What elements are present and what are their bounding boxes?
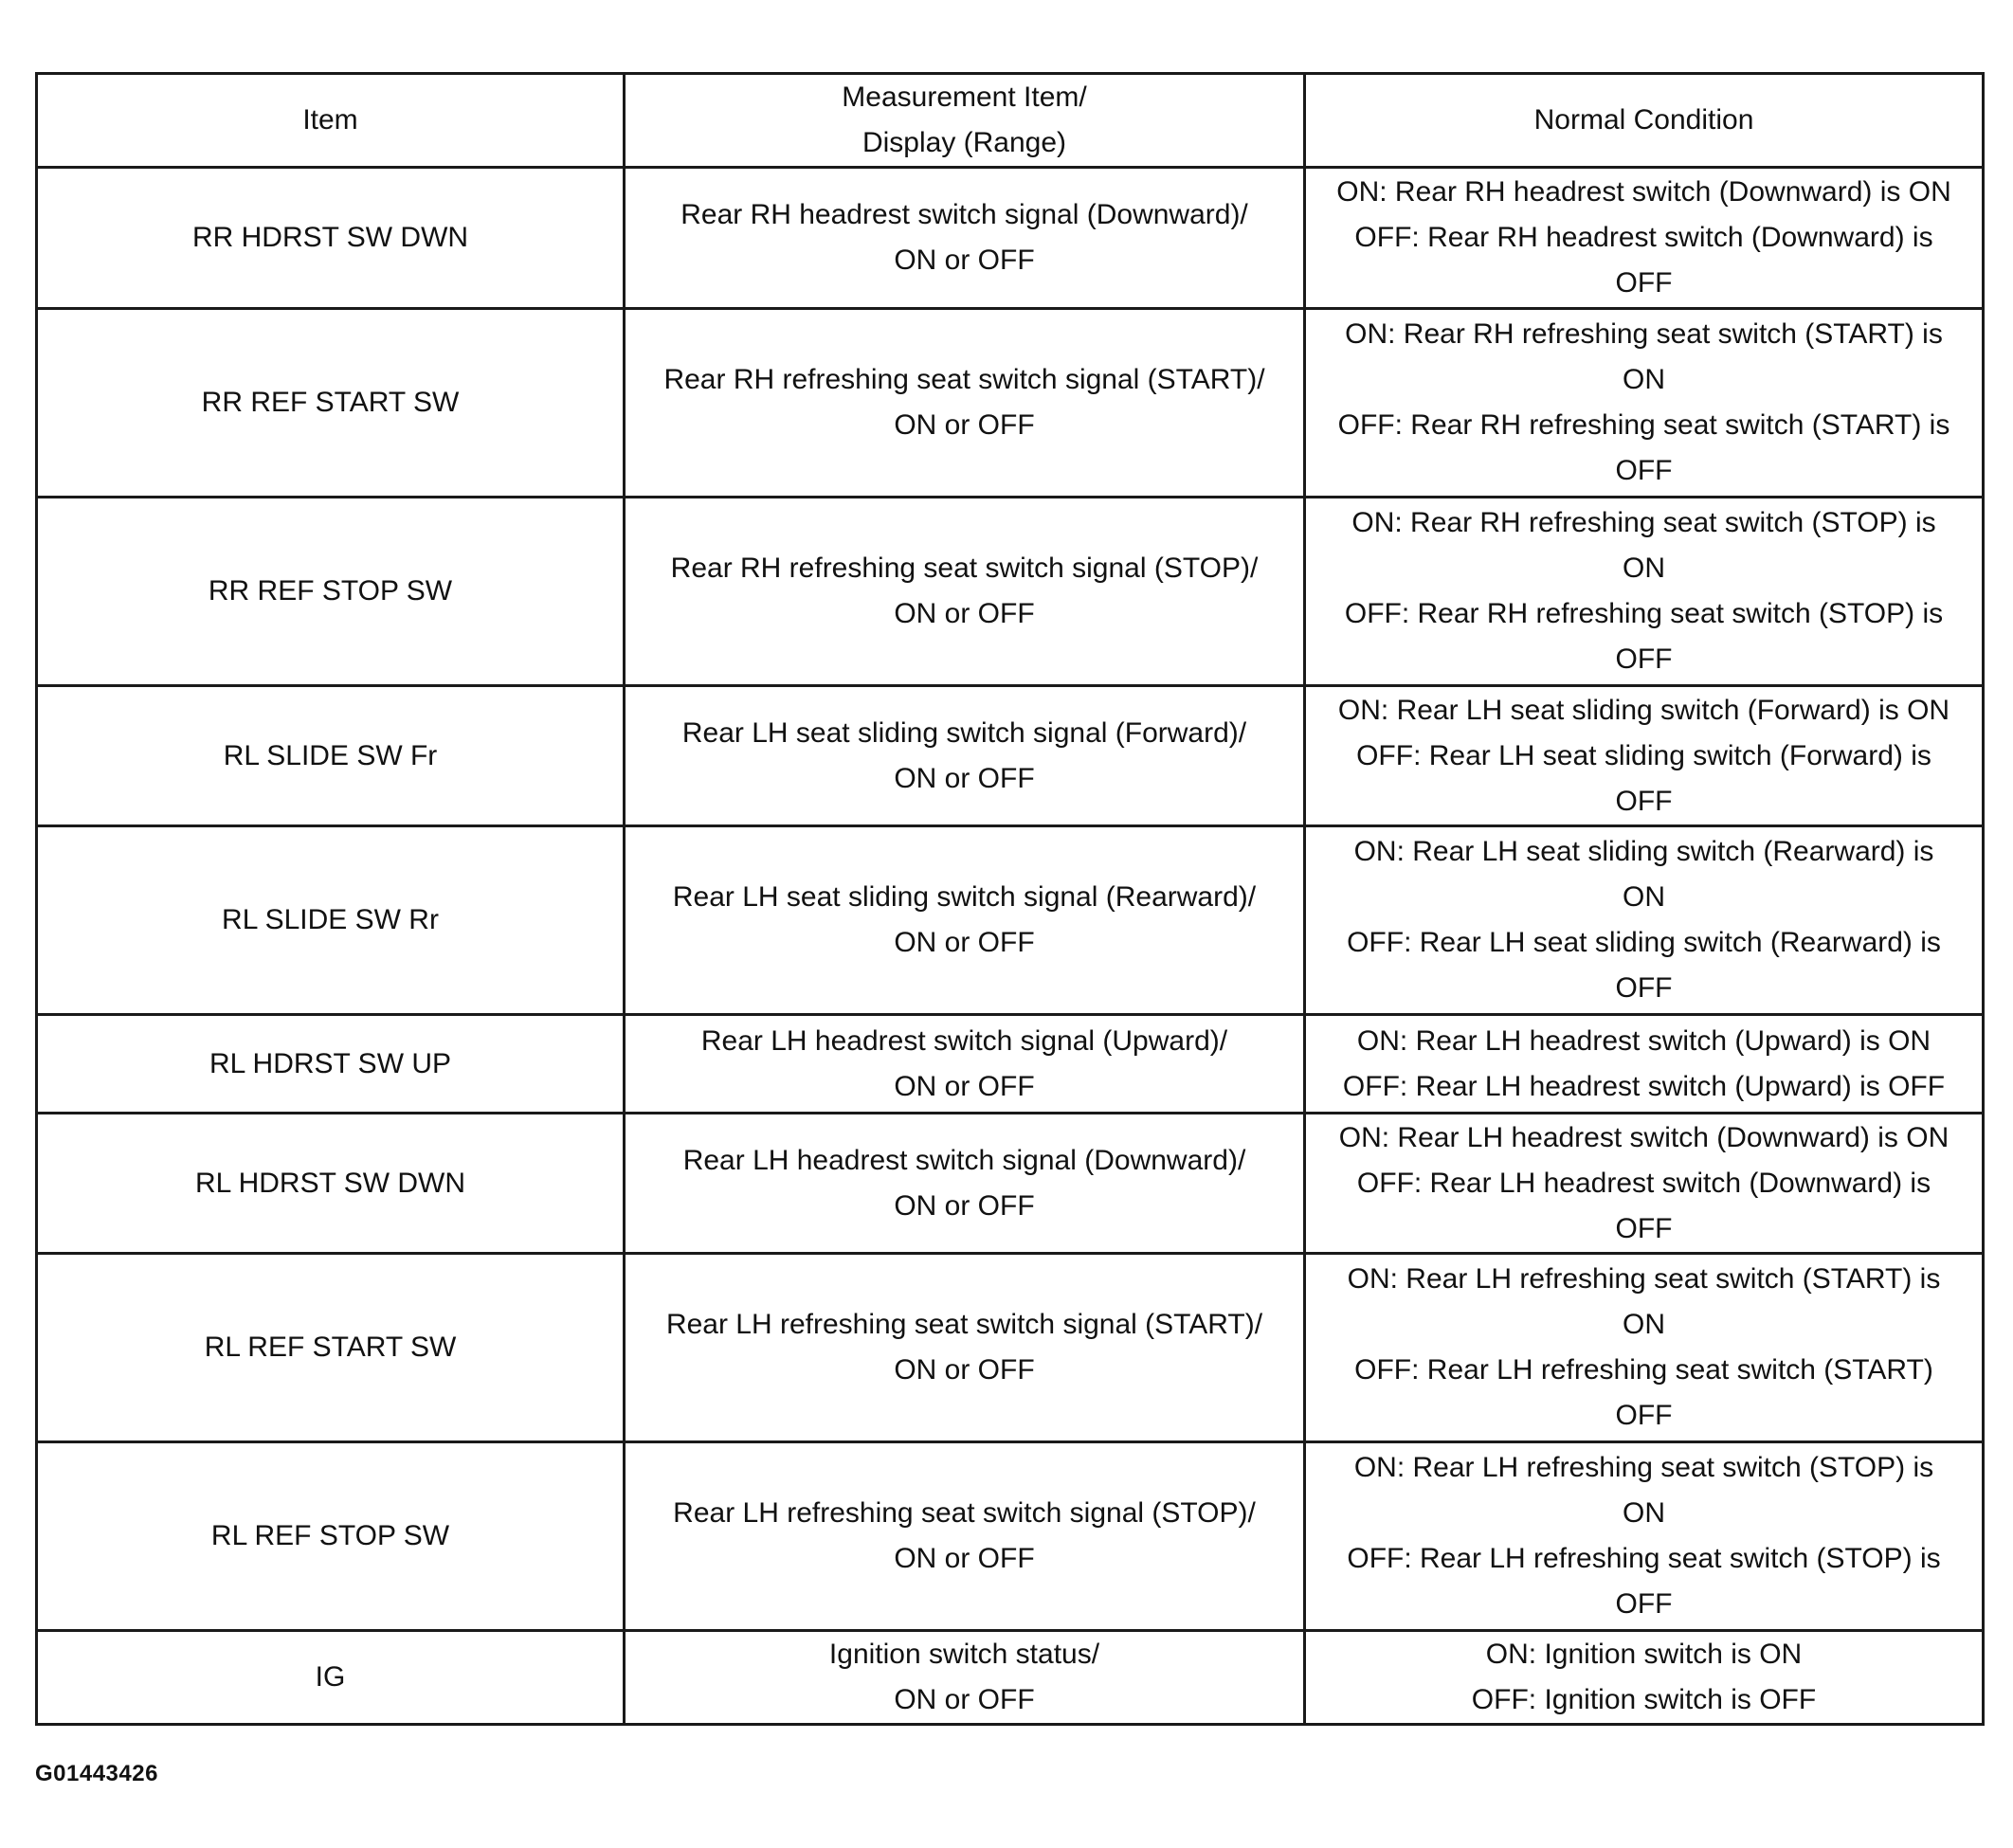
cell-measurement-item	[625, 498, 1305, 686]
cell-measurement-item	[625, 1015, 1305, 1114]
condition-line: OFF: Rear LH headrest switch (Upward) is OFF	[1342, 1070, 1946, 1102]
cell-measurement-item	[625, 309, 1305, 498]
cell-normal-condition	[1305, 1254, 1984, 1442]
condition-line: OFF	[1615, 267, 1673, 299]
condition-line: ON: Rear RH refreshing seat switch (STOP) is	[1351, 507, 1936, 538]
measurement-line: Rear LH seat sliding switch signal (Rearward)/	[672, 881, 1257, 913]
measurement-line: ON or OFF	[894, 927, 1035, 958]
condition-line: ON: Rear LH refreshing seat switch (STOP) is	[1353, 1452, 1934, 1483]
measurement-line: ON or OFF	[894, 1189, 1035, 1222]
condition-line: ON: Rear LH seat sliding switch (Forward) is ON	[1337, 694, 1950, 726]
condition-line: OFF	[1615, 455, 1673, 486]
table-body	[37, 168, 1984, 1725]
measurement-line: ON or OFF	[894, 598, 1035, 629]
condition-line: ON: Ignition switch is ON	[1485, 1639, 1803, 1670]
table-row	[37, 826, 1984, 1015]
condition-line: ON	[1623, 553, 1665, 584]
measurement-line: ON or OFF	[894, 762, 1035, 794]
cell-item: RL REF STOP SW	[37, 1442, 625, 1631]
cell-normal-condition	[1305, 826, 1984, 1015]
table-row	[37, 686, 1984, 826]
measurement-line: Rear LH refreshing seat switch signal (STOP)/	[673, 1497, 1256, 1529]
cell-measurement-item	[625, 686, 1305, 826]
table-row	[37, 1254, 1984, 1442]
measurement-line: ON or OFF	[894, 1684, 1035, 1715]
table-row	[37, 1114, 1984, 1254]
cell-item: RR REF START SW	[37, 309, 625, 498]
measurement-line: Rear LH refreshing seat switch signal (START)/	[665, 1309, 1263, 1340]
condition-line: OFF	[1615, 643, 1673, 675]
condition-line: ON: Rear LH headrest switch (Upward) is ON	[1356, 1024, 1931, 1057]
cell-item: RR HDRST SW DWN	[37, 168, 625, 309]
table-row	[37, 309, 1984, 498]
condition-line: OFF: Rear RH refreshing seat switch (STOP) is	[1344, 598, 1944, 629]
condition-line: OFF: Rear LH refreshing seat switch (STOP) is	[1347, 1543, 1941, 1574]
table-row	[37, 1442, 1984, 1631]
cell-normal-condition	[1305, 1442, 1984, 1631]
measurement-line: ON or OFF	[894, 1070, 1035, 1102]
table-row	[37, 498, 1984, 686]
header-normal-condition: Normal Condition	[1305, 74, 1984, 168]
condition-line: ON	[1623, 364, 1665, 395]
condition-line: OFF: Rear LH seat sliding switch (Forward) is	[1356, 739, 1931, 771]
condition-line: ON: Rear RH headrest switch (Downward) is ON	[1336, 176, 1951, 208]
condition-line: ON: Rear LH seat sliding switch (Rearward) is	[1353, 836, 1934, 867]
measurement-line: ON or OFF	[894, 245, 1035, 276]
condition-line: OFF	[1615, 1212, 1673, 1244]
table-header-row	[37, 74, 1984, 168]
figure-id: G01443426	[35, 1761, 158, 1786]
cell-item: RR REF STOP SW	[37, 498, 625, 686]
measurement-line: ON or OFF	[894, 409, 1035, 441]
condition-line: OFF	[1615, 1400, 1673, 1431]
cell-item: RL HDRST SW UP	[37, 1015, 625, 1114]
header-measurement-line: Measurement Item/	[842, 82, 1087, 113]
condition-line: ON	[1623, 1309, 1665, 1340]
condition-line: OFF	[1615, 972, 1673, 1004]
cell-normal-condition	[1305, 309, 1984, 498]
condition-line: OFF: Ignition switch is OFF	[1471, 1684, 1817, 1715]
cell-measurement-item	[625, 1254, 1305, 1442]
header-item: Item	[37, 74, 625, 168]
condition-line: ON: Rear RH refreshing seat switch (START) is	[1345, 318, 1943, 350]
cell-measurement-item	[625, 1631, 1305, 1725]
cell-item: RL SLIDE SW Fr	[37, 686, 625, 826]
measurement-line: ON or OFF	[894, 1354, 1035, 1386]
cell-item: RL SLIDE SW Rr	[37, 826, 625, 1015]
condition-line: OFF	[1615, 785, 1673, 817]
cell-item: RL REF START SW	[37, 1254, 625, 1442]
cell-normal-condition	[1305, 168, 1984, 309]
condition-line: ON: Rear LH headrest switch (Downward) is ON	[1338, 1121, 1950, 1153]
measurement-line: Rear RH refreshing seat switch signal (START)/	[663, 364, 1265, 395]
measurement-line: Rear RH refreshing seat switch signal (STOP)/	[670, 553, 1259, 584]
cell-normal-condition	[1305, 1631, 1984, 1725]
measurement-line: Rear LH headrest switch signal (Upward)/	[700, 1024, 1228, 1057]
cell-item: IG	[37, 1631, 625, 1725]
cell-measurement-item	[625, 168, 1305, 309]
table-row	[37, 1015, 1984, 1114]
measurement-line: Rear RH headrest switch signal (Downward)/	[680, 199, 1248, 230]
condition-line: OFF: Rear LH headrest switch (Downward) is	[1356, 1167, 1931, 1199]
data-monitor-table	[35, 72, 1985, 1726]
cell-measurement-item	[625, 1442, 1305, 1631]
cell-normal-condition	[1305, 498, 1984, 686]
header-measurement-item	[625, 74, 1305, 168]
cell-item: RL HDRST SW DWN	[37, 1114, 625, 1254]
condition-line: OFF: Rear LH seat sliding switch (Rearward) is	[1347, 927, 1941, 958]
condition-line: ON	[1623, 881, 1665, 913]
header-measurement-line: Display (Range)	[861, 127, 1067, 158]
condition-line: ON: Rear LH refreshing seat switch (START) is	[1347, 1263, 1941, 1295]
data-monitor-table-container	[35, 72, 1982, 1726]
measurement-line: Rear LH seat sliding switch signal (Forward)/	[681, 716, 1247, 749]
cell-measurement-item	[625, 1114, 1305, 1254]
cell-normal-condition	[1305, 686, 1984, 826]
condition-line: ON	[1623, 1497, 1665, 1529]
table-row	[37, 1631, 1984, 1725]
condition-line: OFF	[1615, 1588, 1673, 1620]
condition-line: OFF: Rear LH refreshing seat switch (START)	[1354, 1354, 1933, 1386]
cell-measurement-item	[625, 826, 1305, 1015]
measurement-line: Ignition switch status/	[828, 1639, 1100, 1670]
condition-line: OFF: Rear RH headrest switch (Downward) is	[1354, 222, 1933, 253]
condition-line: OFF: Rear RH refreshing seat switch (START) is	[1337, 409, 1950, 441]
measurement-line: ON or OFF	[894, 1543, 1035, 1574]
cell-normal-condition	[1305, 1015, 1984, 1114]
measurement-line: Rear LH headrest switch signal (Downward)/	[682, 1144, 1246, 1176]
cell-normal-condition	[1305, 1114, 1984, 1254]
table-row	[37, 168, 1984, 309]
